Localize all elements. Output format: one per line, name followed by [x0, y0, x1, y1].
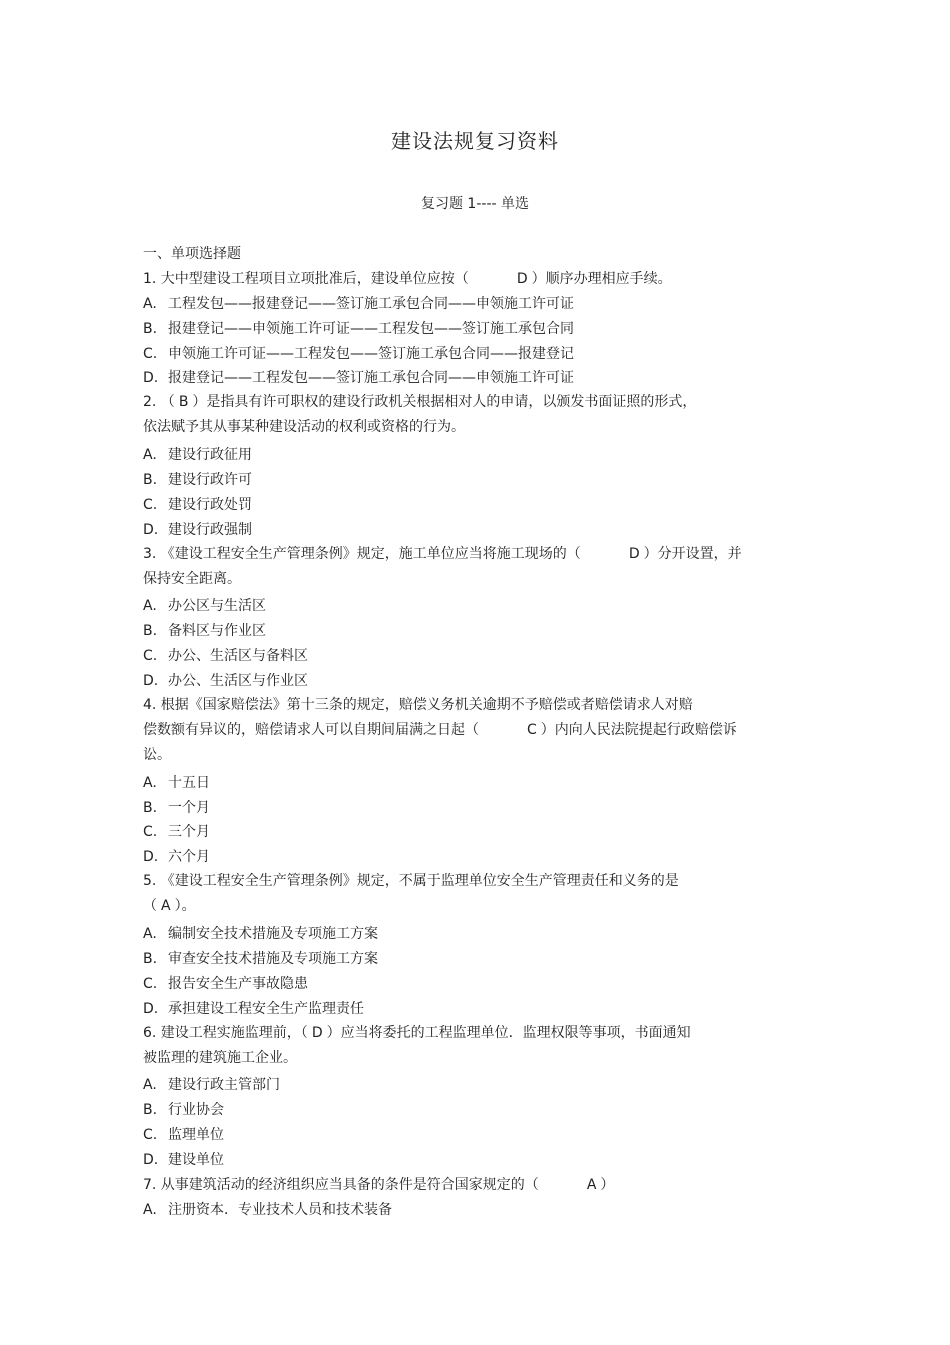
answer-3: D — [628, 545, 640, 562]
question-6-option-c: C. 监理单位 — [143, 1127, 224, 1144]
question-4-text: 4. 根据《国家赔偿法》第十三条的规定，赔偿义务机关逾期不予赔偿或者赔偿请求人对赔 偿数额有异议的，赔偿请求人可以自期间届满之日起（ C ）内向人民法院提起行政赔偿诉 讼。 — [143, 697, 737, 763]
answer-2: B — [178, 394, 189, 411]
answer-5: A — [161, 898, 171, 915]
question-5-option-a: A. 编制安全技术措施及专项施工方案 — [143, 926, 378, 943]
question-4-option-b: B. 一个月 — [143, 799, 210, 816]
question-5-option-d: D. 承担建设工程安全生产监理责任 — [143, 1000, 364, 1017]
question-6-text: 6. 建设工程实施监理前，（ D ）应当将委托的工程监理单位．监理权限等事项，书面通知 被监理的建筑施工企业。 — [143, 1022, 813, 1072]
question-1-option-b: B. 报建登记——申领施工许可证——工程发包——签订施工承包合同 — [143, 320, 574, 337]
document-title: 建设法规复习资料 — [391, 129, 559, 153]
question-7-text: 7. 从事建筑活动的经济组织应当具备的条件是符合国家规定的（ A ） — [143, 1173, 813, 1198]
answer-6: D — [311, 1024, 323, 1041]
question-2-option-d: D. 建设行政强制 — [143, 521, 252, 538]
question-4-option-c: C. 三个月 — [143, 824, 210, 841]
answer-4: C — [527, 721, 537, 738]
question-5-text: 5. 《建设工程安全生产管理条例》规定，不属于监理单位安全生产管理责任和义务的是 （ A ）。 — [143, 870, 813, 920]
question-1-option-c: C. 申领施工许可证——工程发包——签订施工承包合同——报建登记 — [143, 345, 574, 362]
question-2-option-c: C. 建设行政处罚 — [143, 496, 252, 513]
question-6-option-a: A. 建设行政主管部门 — [143, 1077, 280, 1094]
answer-7: A — [586, 1176, 597, 1193]
question-3-option-d: D. 办公、生活区与作业区 — [143, 673, 308, 690]
question-5-option-b: B. 审查安全技术措施及专项施工方案 — [143, 950, 378, 967]
question-2-option-a: A. 建设行政征用 — [143, 447, 252, 464]
question-1-option-d: D. 报建登记——工程发包——签订施工承包合同——申领施工许可证 — [143, 370, 574, 387]
question-5-option-c: C. 报告安全生产事故隐患 — [143, 975, 308, 992]
question-3-option-a: A. 办公区与生活区 — [143, 598, 266, 615]
question-3-option-c: C. 办公、生活区与备料区 — [143, 648, 308, 665]
answer-1: D — [516, 270, 528, 287]
question-7-option-a: A. 注册资本．专业技术人员和技术装备 — [143, 1201, 392, 1218]
question-1-option-a: A. 工程发包——报建登记——签订施工承包合同——申领施工许可证 — [143, 295, 574, 312]
section-heading: 一、单项选择题 — [143, 246, 241, 262]
document-body — [143, 242, 813, 1223]
document-subtitle: 复习题 1---- 单选 — [420, 196, 529, 212]
question-2-text: 2. （ B ）是指具有许可职权的建设行政机关根据相对人的申请，以颁发书面证照的形式， 依法赋予其从事某种建设活动的权利或资格的行为。 — [143, 391, 813, 441]
question-3-option-b: B. 备料区与作业区 — [143, 623, 266, 640]
question-1-text: 1. 大中型建设工程项目立项批准后，建设单位应按（ D ）顺序办理相应手续。 — [143, 267, 813, 292]
question-4-option-d: D. 六个月 — [143, 849, 210, 866]
question-2-option-b: B. 建设行政许可 — [143, 472, 252, 489]
question-6-option-b: B. 行业协会 — [143, 1102, 224, 1119]
question-4-option-a: A. 十五日 — [143, 774, 210, 791]
question-6-option-d: D. 建设单位 — [143, 1152, 224, 1169]
question-3-text: 3. 《建设工程安全生产管理条例》规定，施工单位应当将施工现场的（ D ）分开设置，并 保持安全距离。 — [143, 543, 813, 593]
